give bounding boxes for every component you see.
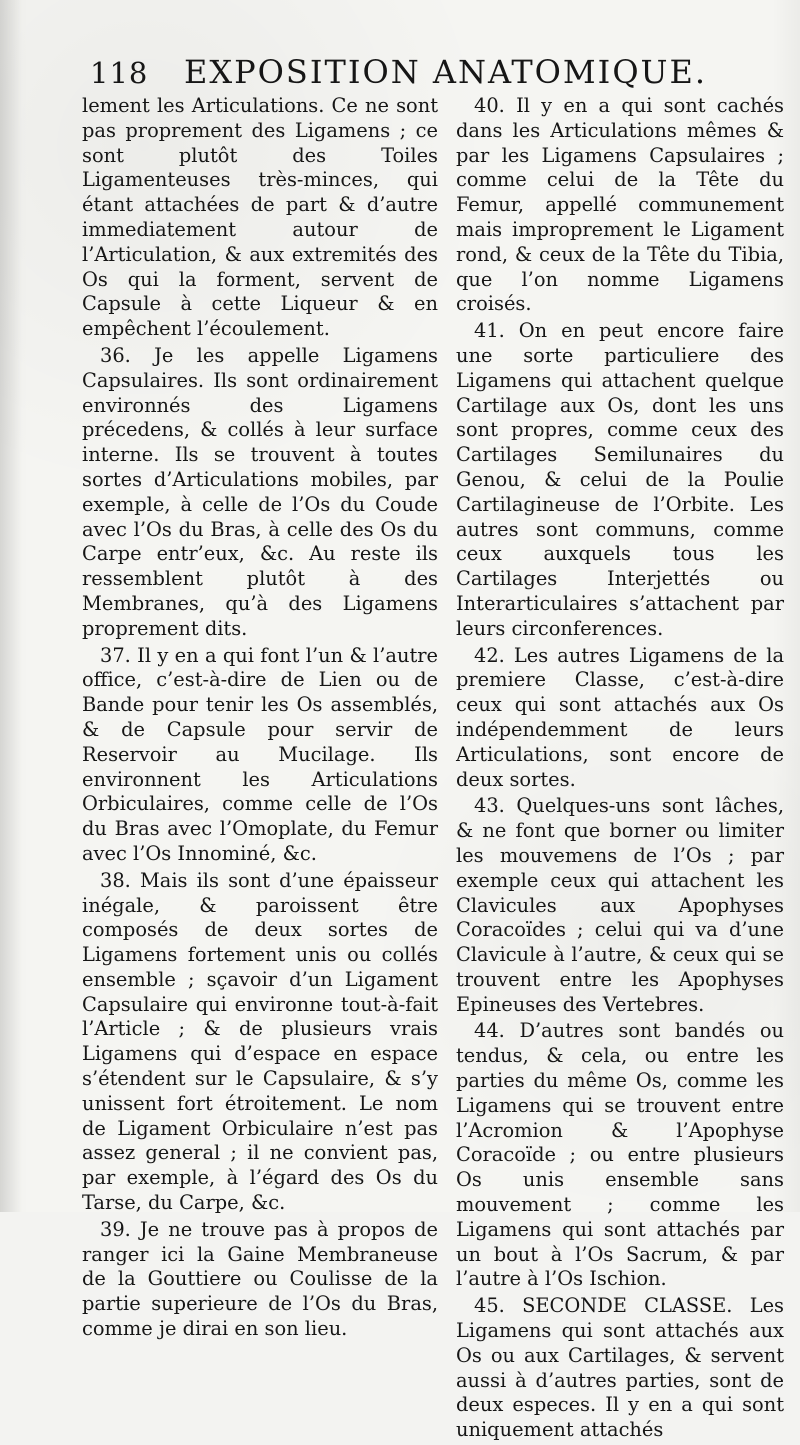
right-paragraph-4: 43. Quelques-uns sont lâches, & ne font que borner ou limiter les mouvemens de l’Os ; par exemple ceux qui attachent les Clavicules aux Apophyses Coracoïdes ; celui qui va d’une Clavicule à l’autre, & ceux qui se trouvent entre les Apophyses Epineuses des Vertebres. (456, 794, 784, 1016)
right-paragraph-3: 42. Les autres Ligamens de la premiere Classe, c’est-à-dire ceux qui sont attachés aux Os indépendemment de leurs Articulations, sont encore de deux sortes. (456, 643, 784, 791)
text-columns (82, 94, 784, 1445)
right-paragraph-1: 40. Il y en a qui sont cachés dans les Articulations mêmes & par les Ligamens Capsulaires ; comme celui de la Tête du Femur, appellé communement mais improprement le Ligament rond, & ceux de la Tête du Tibia, que l’on nomme Ligamens croisés. (456, 94, 784, 316)
left-column (82, 94, 438, 1344)
page-number: 118 (90, 56, 149, 90)
left-paragraph-4: 38. Mais ils sont d’une épaisseur inégale, & paroissent être composés de deux sortes de Ligamens fortement unis ou collés ensemble ; sçavoir d’un Ligament Capsulaire qui environne tout-à-fait l’Article ; & de plusieurs vrais Ligamens qui d’espace en espace s’étendent sur le Capsulaire, & s’y unissent fort étroitement. Le nom de Ligament Orbiculaire n’est pas assez general ; il ne convient pas, par exemple, à l’égard des Os du Tarse, du Carpe, &c. (82, 868, 438, 1215)
right-paragraph-2: 41. On en peut encore faire une sorte particuliere des Ligamens qui attachent quelque Cartilage aux Os, dont les uns sont propres, comme ceux des Cartilages Semilunaires du Genou, & celui de la Poulie Cartilagineuse de l’Orbite. Les autres sont communs, comme ceux auxquels tous les Cartilages Interjettés ou Interarticulaires s’attachent par leurs circonferences. (456, 319, 784, 640)
right-paragraph-6: 45. SECONDE CLASSE. Les Ligamens qui sont attachés aux Os ou aux Cartilages, & servent aussi à d’autres parties, sont de deux especes. Il y en a qui sont uniquement attachés (456, 1294, 784, 1442)
left-paragraph-3: 37. Il y en a qui font l’un & l’autre office, c’est-à-dire de Lien ou de Bande pour tenir les Os assemblés, & de Capsule pour servir de Reservoir au Mucilage. Ils environnent les Articulations Orbiculaires, comme celle de l’Os du Bras avec l’Omoplate, du Femur avec l’Os Innominé, &c. (82, 643, 438, 865)
left-paragraph-5: 39. Je ne trouve pas à propos de ranger ici la Gaine Membraneuse de la Gouttiere ou Coulisse de la partie superieure de l’Os du Bras, comme je dirai en son lieu. (82, 1217, 438, 1341)
right-column (456, 94, 784, 1445)
left-paragraph-2: 36. Je les appelle Ligamens Capsulaires. Ils sont ordinairement environnés des Ligamens précedens, & collés à leur surface interne. Ils se trouvent à toutes sortes d’Articulations mobiles, par exemple, à celle de l’Os du Coude avec l’Os du Bras, à celle des Os du Carpe entr’eux, &c. Au reste ils ressemblent plutôt à des Membranes, qu’à des Ligamens proprement dits. (82, 343, 438, 640)
page-header (82, 53, 768, 91)
right-paragraph-5: 44. D’autres sont bandés ou tendus, & cela, ou entre les parties du même Os, comme les Ligamens qui se trouvent entre l’Acromion & l’Apophyse Coracoïde ; ou entre plusieurs Os unis ensemble sans mouvement ; comme les Ligamens qui sont attachés par un bout à l’Os Sacrum, & par l’autre à l’Os Ischion. (456, 1019, 784, 1291)
page-gutter-shadow (0, 0, 22, 1212)
running-title: EXPOSITION ANATOMIQUE. (184, 53, 708, 91)
left-paragraph-1: lement les Articulations. Ce ne sont pas proprement des Ligamens ; ce sont plutôt des Toiles Ligamenteuses très-minces, qui étant attachées de part & d’autre immediatement autour de l’Articulation, & aux extremités des Os qui la forment, servent de Capsule à cette Liqueur & en empêchent l’écoulement. (82, 94, 438, 341)
